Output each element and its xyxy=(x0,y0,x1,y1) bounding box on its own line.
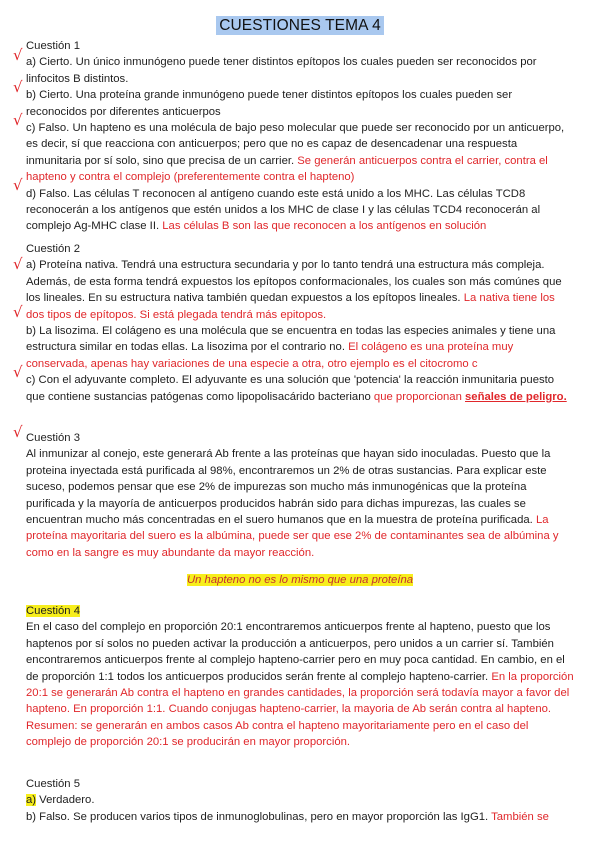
question-2-answer-b-text: b) La lisozima. El colágeno es una molécula que se encuentra en todas las especies animales y tiene una estructura similar en todas ellas. La lisozima por el contrario no. xyxy=(26,325,556,354)
question-2-answer-a-text: a) Proteína nativa. Tendrá una estructura secundaria y por lo tanto tendrá una estructura más compleja. Además, de esta forma tendrá expuestos los epítopos conformacionales, los cuales son más comúnes que los lineales. En su estructura nativa también quedan expuestos a los epítopos lineales. xyxy=(26,259,562,305)
question-5-answer-b xyxy=(26,809,574,825)
question-1-heading: Cuestión 1 xyxy=(26,40,81,52)
question-3-answer-correction: La proteína mayoritaria del suero es la albúmina, puede ser que ese 2% de contaminantes sea de albúmina y como en la sangre es muy abundante da mayor reacción. xyxy=(26,514,559,559)
check-mark-1c: √ xyxy=(13,111,23,129)
question-4-answer-text: En el caso del complejo en proporción 20:1 encontraremos anticuerpos frente al hapteno, puesto que los haptenos por sí solos no pueden activar la producción a anticuerpos, pero unidos a un carrier sí. También encontraremos anticuerpos frente al complejo hapteno-carrier pero en muy poca cantidad. En cambio, en el de proporción 1:1 todos los anticuerpos producidos serán frente al complejo hapteno-carrier. xyxy=(26,621,565,683)
question-2-answer-a xyxy=(26,257,574,323)
question-2-answer-c-correction: que proporcionan xyxy=(373,390,465,403)
check-mark-1d: √ xyxy=(13,176,23,194)
question-2-answer-b xyxy=(26,323,574,372)
question-2-answer-b-correction: El colágeno es una proteína muy conservada, apenas hay variaciones de una especie a otra, otro ejemplo es el citocromo c xyxy=(26,341,514,370)
question-2-heading: Cuestión 2 xyxy=(26,243,81,255)
question-1-answer-d xyxy=(26,186,574,235)
question-5 xyxy=(26,776,574,825)
question-4 xyxy=(26,603,574,751)
check-mark-2c: √ xyxy=(13,363,23,381)
check-mark-2a: √ xyxy=(13,255,23,273)
question-4-heading: Cuestión 4 xyxy=(26,605,81,617)
question-5-answer-a xyxy=(26,792,574,808)
question-5-answer-a-text: Verdadero. xyxy=(36,794,95,807)
highlighted-note xyxy=(0,572,600,588)
question-1-answer-a: a) Cierto. Un único inmunógeno puede tener distintos epítopos los cuales pueden ser reconocidos por linfocitos B distintos. xyxy=(26,56,537,85)
check-mark-2b: √ xyxy=(13,303,23,321)
question-1-answer-b: b) Cierto. Una proteína grande inmunógeno puede tener distintos epítopos los cuales pueden ser reconocidos por diferentes anticuerpos xyxy=(26,89,513,118)
question-1-answer-c-correction: Se generán anticuerpos contra el carrier, contra el hapteno y contra el complejo (preferentemente contra el hapteno) xyxy=(26,154,548,184)
question-1-answer-d-text: d) Falso. Las células T reconocen al antígeno cuando este está unido a los MHC. Las células TCD8 reconocerán a los antígenos que estén unidos a los MHC de clase I y las células TCD4 reconocerán al complejo Ag-MHC clase II. xyxy=(26,187,541,233)
check-mark-1a: √ xyxy=(13,46,23,64)
question-4-summary: Resumen: se generarán en ambos casos Ab contra el hapteno mayoritariamente pero en el caso del complejo de proporción 20:1 se producirán en mayor proporción. xyxy=(26,719,529,749)
question-4-answer-correction: En la proporción 20:1 se generarán Ab contra el hapteno en grandes cantidades, la proporción será todavía mayor a favor del hapteno. En proporción 1:1. Cuando conjugas hapteno-carrier, la mayoria de Ab serán contra al hapteno. xyxy=(26,670,574,716)
question-2-answer-c-emphasis: señales de peligro. xyxy=(465,390,567,403)
question-1-answer-c-text: c) Falso. Un hapteno es una molécula de bajo peso molecular que puede ser reconocido por un anticuerpo, es decir, sí que reacciona con anticuerpos; pero que no es capaz de desencadenar una respuesta inmunitaria por sí solo, sino que precisa de un carrier. xyxy=(26,122,565,167)
question-3-answer xyxy=(26,446,574,561)
check-mark-1b: √ xyxy=(13,78,23,96)
question-5-answer-b-correction: También se xyxy=(491,810,549,823)
question-1 xyxy=(26,38,574,235)
question-2-answer-a-correction: La nativa tiene los dos tipos de epítopos. Si está plegada tendrá más epitopos. xyxy=(26,292,555,321)
question-1-answer-d-correction: Las células B son las que reconocen a los antígenos en solución xyxy=(162,220,487,233)
question-5-answer-a-letter: a) xyxy=(26,794,37,807)
question-5-heading: Cuestión 5 xyxy=(26,778,81,790)
question-3 xyxy=(26,430,574,561)
question-2 xyxy=(26,241,574,405)
question-5-answer-b-text: b) Falso. Se producen varios tipos de inmunoglobulinas, pero en mayor proporción las IgG1. xyxy=(26,810,492,823)
question-4-heading-line xyxy=(26,603,574,619)
question-3-heading: Cuestión 3 xyxy=(26,432,81,444)
check-mark-3: √ xyxy=(13,423,23,441)
question-2-answer-c xyxy=(26,372,574,405)
question-4-answer xyxy=(26,619,574,717)
highlighted-note-text: Un hapteno no es lo mismo que una proteína xyxy=(186,574,414,586)
page-title: CUESTIONES TEMA 4 xyxy=(216,16,384,35)
title-container xyxy=(0,16,600,35)
question-3-answer-text: Al inmunizar al conejo, este generará Ab frente a las proteínas que hayan sido inoculadas. Puesto que la proteina inyectada está purificada al 98%, encontraremos un 2% de otras sustancias. Para explicar este suceso, podemos pensar que ese 2% de impurezas son mucho más inmunogénicas que la proteína purificada y la mayoría de anticuerpos producidos habrán sido para dichas impurezas, las cuales se encuentran mucho más concentradas en el suero humanos que en la muestra de proteína purificada. xyxy=(26,448,551,527)
question-1-answer-c xyxy=(26,120,574,186)
question-2-answer-c-text: c) Con el adyuvante completo. El adyuvante es una solución que 'potencia' la reacción inmunitaria puesto que contiene sustancias patógenas como lipopolisacárido bacteriano xyxy=(26,374,555,403)
